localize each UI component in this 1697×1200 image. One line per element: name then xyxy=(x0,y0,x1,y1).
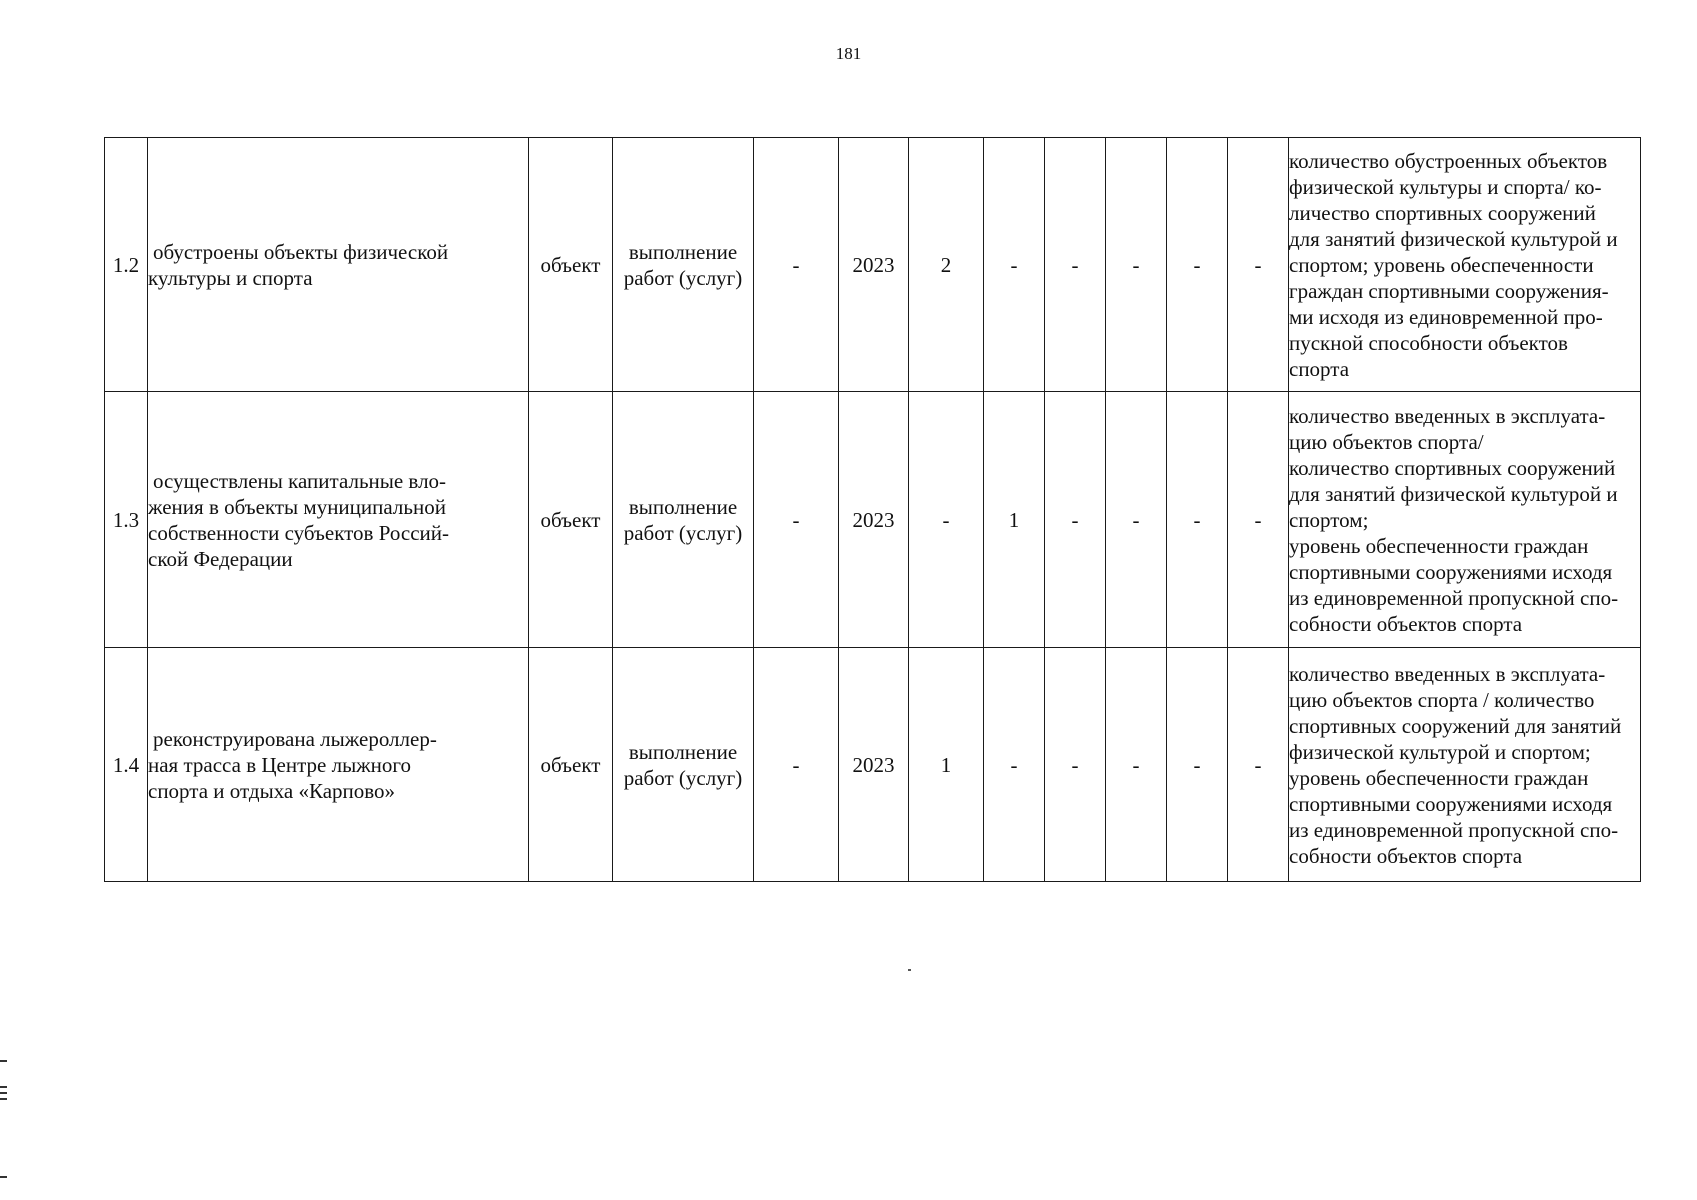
indicator-line: для занятий физической культурой и xyxy=(1289,226,1618,251)
indicator-line: из единовременной пропускной спо- xyxy=(1289,585,1619,610)
unit-cell: объект xyxy=(529,138,613,392)
value-cell: - xyxy=(754,138,839,392)
indicator-line: собности объектов спорта xyxy=(1289,611,1523,636)
measure-name-line: осуществлены капитальные вло- xyxy=(153,468,447,493)
indicator-line: из единовременной пропускной спо- xyxy=(1289,817,1619,842)
value-cell: - xyxy=(754,392,839,648)
indicator-line: спортом; уровень обеспеченности xyxy=(1289,252,1594,277)
work-type-cell xyxy=(613,392,754,648)
measure-name-line: жения в объекты муниципальной xyxy=(148,494,446,519)
measure-name-line: обустроены объекты физической xyxy=(153,239,449,264)
value-cell: - xyxy=(1106,392,1167,648)
measure-name-line: реконструирована лыжероллер- xyxy=(153,726,437,751)
work-type-line: работ (услуг) xyxy=(623,265,743,290)
indicator-line: спортивных сооружений для занятий xyxy=(1289,713,1622,738)
value-cell: 1 xyxy=(984,392,1045,648)
indicator-line: спортивными сооружениями исходя xyxy=(1289,791,1613,816)
value-cell: 1 xyxy=(909,648,984,882)
value-cell: - xyxy=(1045,648,1106,882)
indicator-line: для занятий физической культурой и xyxy=(1289,481,1618,506)
indicator-line: спорта xyxy=(1289,356,1350,381)
indicator-line: количество введенных в эксплуата- xyxy=(1289,403,1606,428)
value-cell: - xyxy=(1167,138,1228,392)
work-type-cell xyxy=(613,138,754,392)
year-cell: 2023 xyxy=(839,648,909,882)
measure-name xyxy=(148,648,529,882)
work-type-line: работ (услуг) xyxy=(623,520,743,545)
measure-name xyxy=(148,138,529,392)
value-cell: - xyxy=(1106,138,1167,392)
unit-cell: объект xyxy=(529,392,613,648)
year-cell: 2023 xyxy=(839,392,909,648)
indicator-cell xyxy=(1289,648,1641,882)
indicator-line: спортивными сооружениями исходя xyxy=(1289,559,1613,584)
value-cell: - xyxy=(1106,648,1167,882)
table-row xyxy=(105,138,1641,392)
work-type-cell xyxy=(613,648,754,882)
scan-dot xyxy=(908,969,911,971)
measure-name-line: культуры и спорта xyxy=(148,265,313,290)
value-cell: 2 xyxy=(909,138,984,392)
scan-mark xyxy=(0,1092,7,1094)
indicator-line: цию объектов спорта / количество xyxy=(1289,687,1595,712)
work-type-line: выполнение xyxy=(628,239,738,264)
indicator-line: собности объектов спорта xyxy=(1289,843,1523,868)
indicator-line: цию объектов спорта/ xyxy=(1289,429,1484,454)
row-number: 1.4 xyxy=(105,648,148,882)
indicator-line: количество спортивных сооружений xyxy=(1289,455,1616,480)
row-number: 1.3 xyxy=(105,392,148,648)
indicator-line: личество спортивных сооружений xyxy=(1289,200,1596,225)
scan-mark xyxy=(0,1060,7,1062)
indicator-line: физической культурой и спортом; xyxy=(1289,739,1591,764)
value-cell: - xyxy=(754,648,839,882)
value-cell: - xyxy=(1167,648,1228,882)
scan-mark xyxy=(0,1086,7,1088)
measure-name-line: ная трасса в Центре лыжного xyxy=(148,752,412,777)
indicator-line: ми исходя из единовременной про- xyxy=(1289,304,1603,329)
scan-mark xyxy=(0,1098,7,1100)
value-cell: - xyxy=(1167,392,1228,648)
value-cell: - xyxy=(1045,138,1106,392)
measure-name-line: спорта и отдыха «Карпово» xyxy=(148,778,396,803)
indicator-line: количество введенных в эксплуата- xyxy=(1289,661,1606,686)
value-cell: - xyxy=(909,392,984,648)
table-row xyxy=(105,648,1641,882)
value-cell: - xyxy=(1228,138,1289,392)
measure-name-line: ской Федерации xyxy=(148,546,293,571)
page-number: 181 xyxy=(835,44,862,63)
unit-cell: объект xyxy=(529,648,613,882)
indicator-line: пускной способности объектов xyxy=(1289,330,1568,355)
value-cell: - xyxy=(1045,392,1106,648)
value-cell: - xyxy=(984,648,1045,882)
indicator-cell xyxy=(1289,138,1641,392)
work-type-line: выполнение xyxy=(628,494,738,519)
value-cell: - xyxy=(1228,648,1289,882)
indicator-line: количество обустроенных объектов xyxy=(1289,148,1608,173)
value-cell: - xyxy=(1228,392,1289,648)
table-row xyxy=(105,392,1641,648)
indicator-line: физической культуры и спорта/ ко- xyxy=(1289,174,1602,199)
indicator-line: уровень обеспеченности граждан xyxy=(1289,533,1589,558)
indicator-line: граждан спортивными сооружения- xyxy=(1289,278,1609,303)
scan-mark xyxy=(0,1176,7,1178)
indicator-line: спортом; xyxy=(1289,507,1369,532)
year-cell: 2023 xyxy=(839,138,909,392)
row-number: 1.2 xyxy=(105,138,148,392)
value-cell: - xyxy=(984,138,1045,392)
measures-table xyxy=(104,137,1641,882)
measure-name xyxy=(148,392,529,648)
measure-name-line: собственности субъектов Россий- xyxy=(148,520,449,545)
work-type-line: работ (услуг) xyxy=(623,765,743,790)
indicator-cell xyxy=(1289,392,1641,648)
indicator-line: уровень обеспеченности граждан xyxy=(1289,765,1589,790)
work-type-line: выполнение xyxy=(628,739,738,764)
